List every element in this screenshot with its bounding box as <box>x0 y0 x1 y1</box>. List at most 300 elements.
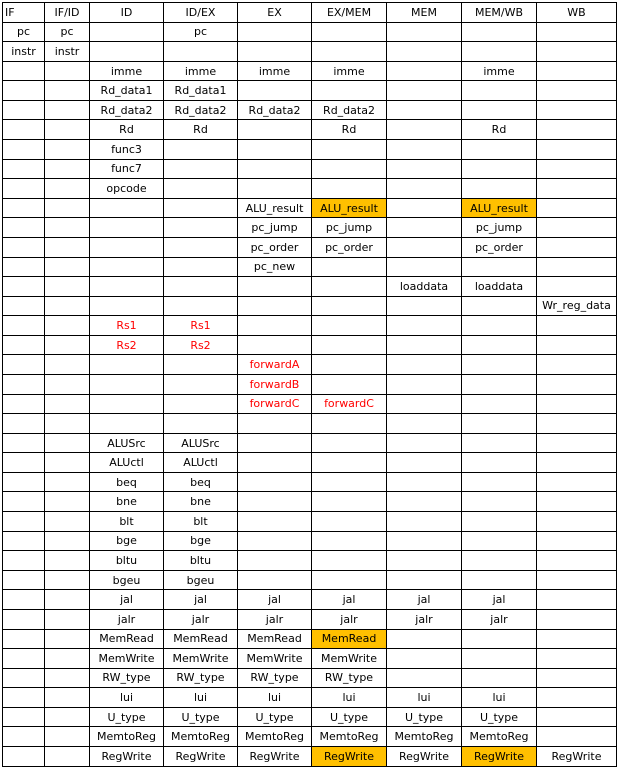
table-row <box>3 42 617 62</box>
table-cell <box>312 414 387 434</box>
table-cell <box>238 316 312 336</box>
table-cell <box>462 355 537 375</box>
table-cell <box>462 140 537 160</box>
table-cell: imme <box>312 61 387 81</box>
table-cell <box>3 570 45 590</box>
table-cell <box>90 198 164 218</box>
table-row <box>3 472 617 492</box>
highlighted-cell: RegWrite <box>312 746 387 766</box>
table-cell: Rd <box>164 120 238 140</box>
table-row <box>3 492 617 512</box>
table-cell <box>3 198 45 218</box>
table-row <box>3 316 617 336</box>
table-cell <box>238 179 312 199</box>
table-cell: bge <box>164 531 238 551</box>
table-cell <box>537 81 617 101</box>
highlighted-cell: ALU_result <box>462 198 537 218</box>
table-cell <box>462 453 537 473</box>
table-cell <box>387 61 462 81</box>
table-cell <box>537 355 617 375</box>
table-cell <box>387 374 462 394</box>
table-cell <box>387 335 462 355</box>
table-cell <box>45 355 90 375</box>
table-cell: bgeu <box>164 570 238 590</box>
table-cell <box>387 257 462 277</box>
table-cell <box>312 551 387 571</box>
table-cell: Rs2 <box>90 335 164 355</box>
table-cell <box>537 433 617 453</box>
table-cell: imme <box>90 61 164 81</box>
table-cell <box>537 629 617 649</box>
table-cell: Rd_data2 <box>90 100 164 120</box>
table-cell <box>462 374 537 394</box>
table-cell <box>387 394 462 414</box>
table-cell: bltu <box>90 551 164 571</box>
table-cell <box>537 257 617 277</box>
table-cell <box>90 42 164 62</box>
table-body <box>3 22 617 766</box>
table-cell: forwardC <box>312 394 387 414</box>
table-cell <box>387 649 462 669</box>
table-cell <box>45 649 90 669</box>
table-cell: forwardB <box>238 374 312 394</box>
table-cell <box>45 120 90 140</box>
table-cell: lui <box>238 688 312 708</box>
table-cell: pc <box>45 22 90 42</box>
table-cell: pc <box>3 22 45 42</box>
table-row <box>3 414 617 434</box>
table-cell: pc_new <box>238 257 312 277</box>
table-cell: jalr <box>462 609 537 629</box>
table-cell: ALU_result <box>238 198 312 218</box>
table-cell <box>3 707 45 727</box>
table-cell: MemtoReg <box>164 727 238 747</box>
table-cell <box>45 707 90 727</box>
table-row <box>3 394 617 414</box>
table-cell: jal <box>387 590 462 610</box>
table-cell: Rs2 <box>164 335 238 355</box>
table-cell <box>45 159 90 179</box>
highlighted-cell: ALU_result <box>312 198 387 218</box>
table-cell <box>45 316 90 336</box>
table-cell <box>387 629 462 649</box>
table-cell <box>537 453 617 473</box>
table-cell <box>537 140 617 160</box>
table-cell <box>238 472 312 492</box>
table-cell <box>90 22 164 42</box>
table-cell <box>164 355 238 375</box>
table-cell: lui <box>90 688 164 708</box>
table-cell <box>238 42 312 62</box>
table-cell <box>238 453 312 473</box>
table-cell <box>90 355 164 375</box>
table-cell <box>537 727 617 747</box>
table-cell: Rd_data2 <box>238 100 312 120</box>
table-row <box>3 374 617 394</box>
table-cell <box>45 100 90 120</box>
header-cell-mem-wb: MEM/WB <box>462 3 537 23</box>
table-row <box>3 531 617 551</box>
table-cell <box>3 335 45 355</box>
table-row <box>3 179 617 199</box>
table-row <box>3 433 617 453</box>
table-cell <box>387 159 462 179</box>
table-cell: U_type <box>312 707 387 727</box>
table-cell <box>164 374 238 394</box>
table-cell: bne <box>90 492 164 512</box>
table-cell <box>387 433 462 453</box>
table-cell <box>164 296 238 316</box>
table-cell <box>462 296 537 316</box>
table-cell <box>3 609 45 629</box>
table-row <box>3 746 617 766</box>
table-cell: lui <box>312 688 387 708</box>
table-cell <box>537 570 617 590</box>
table-cell <box>537 668 617 688</box>
table-cell: RegWrite <box>90 746 164 766</box>
table-row <box>3 198 617 218</box>
table-cell <box>3 433 45 453</box>
table-cell: MemRead <box>164 629 238 649</box>
table-cell <box>45 492 90 512</box>
table-cell <box>3 374 45 394</box>
table-cell <box>238 120 312 140</box>
table-cell: Rd <box>462 120 537 140</box>
table-row <box>3 727 617 747</box>
table-cell: pc_order <box>462 237 537 257</box>
table-cell <box>537 179 617 199</box>
table-cell <box>537 394 617 414</box>
table-cell <box>45 433 90 453</box>
table-row <box>3 688 617 708</box>
table-row <box>3 570 617 590</box>
table-cell: U_type <box>387 707 462 727</box>
table-cell <box>537 198 617 218</box>
table-cell <box>164 42 238 62</box>
table-cell <box>45 61 90 81</box>
table-cell <box>312 453 387 473</box>
table-cell: pc_order <box>238 237 312 257</box>
table-row <box>3 100 617 120</box>
table-cell <box>537 61 617 81</box>
table-cell: MemtoReg <box>387 727 462 747</box>
table-cell <box>462 492 537 512</box>
table-cell <box>537 472 617 492</box>
table-cell: Rd_data1 <box>164 81 238 101</box>
header-cell-ex: EX <box>238 3 312 23</box>
table-cell <box>238 433 312 453</box>
table-cell: instr <box>3 42 45 62</box>
table-cell <box>45 551 90 571</box>
table-cell <box>312 531 387 551</box>
header-cell-mem: MEM <box>387 3 462 23</box>
table-cell <box>462 512 537 532</box>
table-cell <box>45 374 90 394</box>
table-cell <box>45 609 90 629</box>
table-cell <box>387 179 462 199</box>
table-cell <box>537 551 617 571</box>
table-cell <box>45 590 90 610</box>
table-cell <box>537 42 617 62</box>
table-cell <box>387 120 462 140</box>
table-cell: Rs1 <box>90 316 164 336</box>
table-cell <box>387 140 462 160</box>
table-cell <box>3 81 45 101</box>
table-cell <box>3 649 45 669</box>
table-cell <box>3 100 45 120</box>
table-cell <box>387 492 462 512</box>
table-cell: func7 <box>90 159 164 179</box>
header-cell-wb: WB <box>537 3 617 23</box>
table-cell <box>312 492 387 512</box>
table-cell <box>462 668 537 688</box>
table-cell <box>238 531 312 551</box>
table-cell <box>312 140 387 160</box>
table-cell: pc_jump <box>312 218 387 238</box>
highlighted-cell: MemRead <box>312 629 387 649</box>
table-cell: forwardC <box>238 394 312 414</box>
table-row <box>3 257 617 277</box>
table-cell: pc_jump <box>462 218 537 238</box>
table-cell: instr <box>45 42 90 62</box>
table-cell <box>45 727 90 747</box>
table-cell <box>462 570 537 590</box>
table-cell <box>387 531 462 551</box>
table-cell <box>387 22 462 42</box>
header-cell-id: ID <box>90 3 164 23</box>
table-cell <box>462 81 537 101</box>
table-cell: lui <box>462 688 537 708</box>
table-cell <box>312 42 387 62</box>
table-cell <box>45 277 90 297</box>
table-cell <box>3 668 45 688</box>
table-cell: jalr <box>312 609 387 629</box>
table-cell <box>238 570 312 590</box>
table-cell: MemtoReg <box>90 727 164 747</box>
table-cell <box>387 453 462 473</box>
table-cell <box>387 42 462 62</box>
table-cell: pc <box>164 22 238 42</box>
table-cell: RegWrite <box>537 746 617 766</box>
table-cell <box>312 22 387 42</box>
table-cell: MemWrite <box>164 649 238 669</box>
table-cell <box>537 237 617 257</box>
table-cell <box>462 414 537 434</box>
table-cell <box>462 649 537 669</box>
table-row <box>3 159 617 179</box>
table-cell <box>462 394 537 414</box>
table-cell <box>90 414 164 434</box>
table-cell <box>238 277 312 297</box>
table-cell <box>3 159 45 179</box>
table-cell: jal <box>462 590 537 610</box>
table-cell <box>3 218 45 238</box>
table-cell <box>387 551 462 571</box>
table-cell: func3 <box>90 140 164 160</box>
header-cell-if: IF <box>3 3 45 23</box>
table-cell <box>462 179 537 199</box>
table-cell <box>3 453 45 473</box>
table-cell <box>90 394 164 414</box>
table-cell <box>462 531 537 551</box>
table-cell <box>3 688 45 708</box>
table-cell <box>537 374 617 394</box>
table-cell <box>90 296 164 316</box>
table-cell: ALUSrc <box>90 433 164 453</box>
table-cell <box>312 257 387 277</box>
table-row <box>3 609 617 629</box>
table-cell: jalr <box>164 609 238 629</box>
table-cell <box>3 492 45 512</box>
table-cell: forwardA <box>238 355 312 375</box>
table-cell <box>462 100 537 120</box>
table-cell: ALUSrc <box>164 433 238 453</box>
table-cell: beq <box>164 472 238 492</box>
table-cell: MemtoReg <box>238 727 312 747</box>
table-cell: bne <box>164 492 238 512</box>
table-cell <box>45 198 90 218</box>
table-cell <box>387 570 462 590</box>
table-cell <box>462 42 537 62</box>
table-cell <box>537 159 617 179</box>
table-cell: bgeu <box>90 570 164 590</box>
table-cell: RW_type <box>238 668 312 688</box>
table-cell <box>45 335 90 355</box>
table-cell <box>45 688 90 708</box>
table-cell <box>312 81 387 101</box>
table-cell <box>164 257 238 277</box>
table-cell <box>387 218 462 238</box>
table-cell <box>238 140 312 160</box>
table-cell <box>537 649 617 669</box>
table-cell: pc_order <box>312 237 387 257</box>
header-cell-if-id: IF/ID <box>45 3 90 23</box>
header-cell-id-ex: ID/EX <box>164 3 238 23</box>
table-cell: MemWrite <box>238 649 312 669</box>
table-cell <box>45 746 90 766</box>
table-cell <box>462 433 537 453</box>
table-cell <box>164 179 238 199</box>
table-cell <box>312 472 387 492</box>
table-cell <box>164 140 238 160</box>
table-cell <box>164 394 238 414</box>
table-row <box>3 590 617 610</box>
table-cell: Rd <box>90 120 164 140</box>
table-cell <box>238 81 312 101</box>
table-cell: pc_jump <box>238 218 312 238</box>
table-row <box>3 237 617 257</box>
table-cell: Rs1 <box>164 316 238 336</box>
table-cell <box>164 237 238 257</box>
table-row <box>3 335 617 355</box>
table-cell: lui <box>387 688 462 708</box>
pipeline-signal-table <box>2 2 617 767</box>
table-cell <box>45 453 90 473</box>
table-cell: Rd_data2 <box>312 100 387 120</box>
table-cell: jal <box>238 590 312 610</box>
table-row <box>3 355 617 375</box>
table-row <box>3 140 617 160</box>
table-cell: U_type <box>238 707 312 727</box>
table-cell: bge <box>90 531 164 551</box>
table-cell <box>537 688 617 708</box>
table-cell <box>537 512 617 532</box>
table-cell <box>3 296 45 316</box>
table-cell: blt <box>164 512 238 532</box>
table-cell: imme <box>164 61 238 81</box>
table-cell <box>537 100 617 120</box>
table-cell <box>45 570 90 590</box>
table-row <box>3 296 617 316</box>
table-cell: RegWrite <box>164 746 238 766</box>
table-cell <box>3 590 45 610</box>
table-cell: lui <box>164 688 238 708</box>
table-row <box>3 668 617 688</box>
table-row <box>3 81 617 101</box>
table-cell <box>312 277 387 297</box>
table-cell <box>238 159 312 179</box>
table-cell <box>45 531 90 551</box>
table-cell <box>3 472 45 492</box>
table-cell <box>462 335 537 355</box>
table-cell <box>3 414 45 434</box>
table-cell <box>45 394 90 414</box>
table-cell <box>537 492 617 512</box>
table-cell: jalr <box>387 609 462 629</box>
table-cell: jal <box>164 590 238 610</box>
table-cell <box>537 316 617 336</box>
table-cell <box>238 512 312 532</box>
table-cell: ALUctl <box>90 453 164 473</box>
table-cell: MemtoReg <box>462 727 537 747</box>
table-cell <box>462 316 537 336</box>
header-cell-ex-mem: EX/MEM <box>312 3 387 23</box>
table-cell <box>45 668 90 688</box>
table-cell: MemtoReg <box>312 727 387 747</box>
table-cell: bltu <box>164 551 238 571</box>
table-cell: imme <box>238 61 312 81</box>
table-cell <box>3 551 45 571</box>
table-cell: Rd_data1 <box>90 81 164 101</box>
table-cell <box>45 218 90 238</box>
table-row <box>3 120 617 140</box>
table-cell <box>45 140 90 160</box>
table-cell <box>537 120 617 140</box>
table-cell: Wr_reg_data <box>537 296 617 316</box>
table-cell <box>238 551 312 571</box>
table-cell <box>238 22 312 42</box>
table-cell <box>537 218 617 238</box>
table-cell: U_type <box>164 707 238 727</box>
table-cell <box>238 335 312 355</box>
table-cell <box>3 61 45 81</box>
table-row <box>3 453 617 473</box>
table-cell <box>387 355 462 375</box>
table-row <box>3 277 617 297</box>
table-cell: Rd <box>312 120 387 140</box>
table-cell: U_type <box>90 707 164 727</box>
table-cell: jalr <box>90 609 164 629</box>
table-row <box>3 61 617 81</box>
table-cell <box>3 140 45 160</box>
table-row <box>3 707 617 727</box>
table-cell: jal <box>90 590 164 610</box>
table-cell <box>164 218 238 238</box>
table-cell: RegWrite <box>387 746 462 766</box>
table-cell <box>537 335 617 355</box>
table-cell <box>537 707 617 727</box>
table-row <box>3 649 617 669</box>
